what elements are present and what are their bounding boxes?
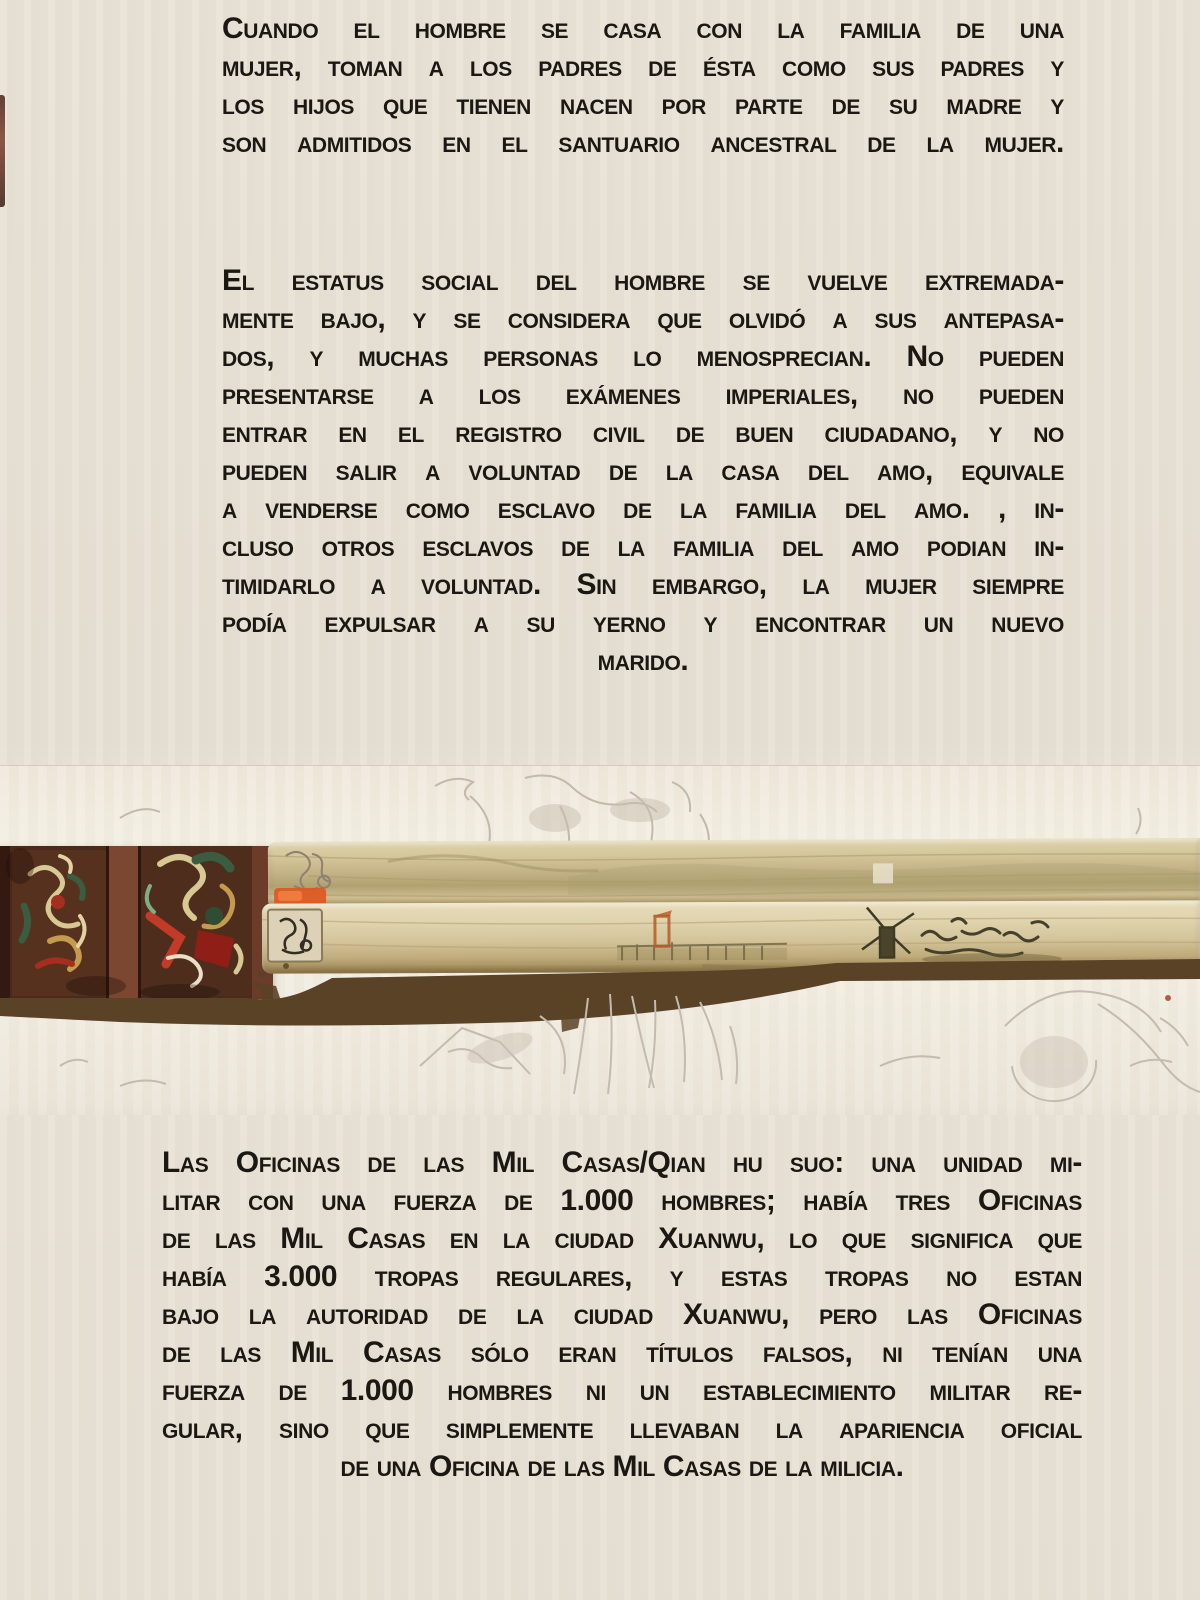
text-line: a venderse como esclavo de la familia del amo. , in- (222, 492, 1064, 525)
narration-block-marriage (222, 10, 1064, 162)
text-line: gular, sino que simplemente llevaban la apariencia oficial (162, 1412, 1082, 1445)
text-line: El estatus social del hombre se vuelve extremada- (222, 264, 1064, 297)
page-edge-artifact (0, 95, 5, 207)
text-line: fuerza de 1.000 hombres ni un establecimiento militar re- (162, 1374, 1082, 1407)
text-line: marido. (597, 644, 689, 677)
text-line: Cuando el hombre se casa con la familia de una (222, 12, 1064, 45)
text-line: timidarlo a voluntad. Sin embargo, la mujer siempre (222, 568, 1064, 601)
text-line: de las Mil Casas en la ciudad Xuanwu, lo que significa que (162, 1222, 1082, 1255)
text-line: Las Oficinas de las Mil Casas/Qian hu suo: una unidad mi- (162, 1146, 1082, 1179)
text-line: litar con una fuerza de 1.000 hombres; había tres Oficinas (162, 1184, 1082, 1217)
text-line: de una Oficina de las Mil Casas de la milicia. (340, 1450, 904, 1483)
text-line: cluso otros esclavos de la familia del amo podian in- (222, 530, 1064, 563)
text-line: entrar en el registro civil de buen ciudadano, y no (222, 416, 1064, 449)
text-line: dos, y muchas personas lo menosprecian. No pueden (222, 340, 1064, 373)
pencil-sketch-lower (0, 766, 1200, 1116)
narration-block-status (222, 262, 1064, 680)
scroll-artwork-panel (0, 765, 1200, 1115)
text-line: presentarse a los exámenes imperiales, no pueden (222, 378, 1064, 411)
text-line: mente bajo, y se considera que olvidó a sus antepasa- (222, 302, 1064, 335)
text-line: son admitidos en el santuario ancestral de la mujer. (222, 126, 1064, 159)
text-line: había 3.000 tropas regulares, y estas tropas no estan (162, 1260, 1082, 1293)
text-line: los hijos que tienen nacen por parte de su madre y (222, 88, 1064, 121)
narration-block-qianhusuo (162, 1144, 1082, 1486)
text-line: mujer, toman a los padres de ésta como sus padres y (222, 50, 1064, 83)
text-line: podía expulsar a su yerno y encontrar un nuevo (222, 606, 1064, 639)
text-line: bajo la autoridad de la ciudad Xuanwu, pero las Oficinas (162, 1298, 1082, 1331)
text-line: de las Mil Casas sólo eran títulos falsos, ni tenían una (162, 1336, 1082, 1369)
text-line: pueden salir a voluntad de la casa del amo, equivale (222, 454, 1064, 487)
